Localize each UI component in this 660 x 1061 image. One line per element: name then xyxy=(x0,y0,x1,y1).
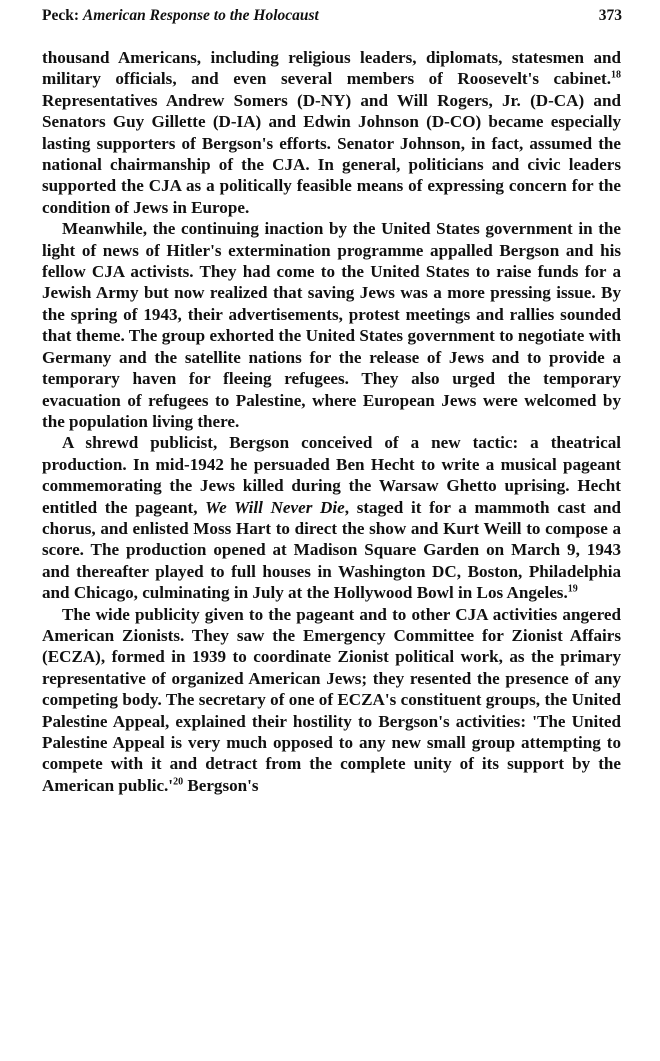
paragraph-3-text-b: , staged it for a mammoth cast and chorus, and enlisted Moss Hart to direct the show and Kurt Weill to compose a score. The production opened at Madison Square Garden on March 9, 1943 and thereafter played to full houses in Washington DC, Boston, Philadelphia and Chicago, culminating in July at the Hollywood Bowl in Los Angeles. xyxy=(42,497,621,603)
running-header xyxy=(42,5,622,27)
paragraph-4 xyxy=(42,604,621,797)
page-number: 373 xyxy=(598,7,622,24)
footnote-ref-18: 18 xyxy=(611,69,621,81)
running-header-book-title: American Response to the Holocaust xyxy=(82,7,319,24)
paragraph-3-text-a: A shrewd publicist, Bergson conceived of a new tactic: a theatrical production. In mid-1942 he persuaded Ben Hecht to write a musical pageant commemorating the Jews killed during the Warsaw Ghetto uprising. Hecht entitled the pageant, xyxy=(42,433,621,517)
running-header-author: Peck: xyxy=(42,7,80,24)
paragraph-2 xyxy=(42,218,621,432)
paragraph-1 xyxy=(42,47,621,218)
paragraph-1-text-b: Representatives Andrew Somers (D-NY) and Will Rogers, Jr. (D-CA) and Senators Guy Gillette (D-IA) and Edwin Johnson (D-CO) became especially lasting supporters of Bergson's efforts. Senator Johnson, in fact, assumed the national chairmanship of the CJA. In general, politicians and civic leaders supported the CJA as a politically feasible means of expressing concern for the condition of Jews in Europe. xyxy=(42,90,621,217)
paragraph-2-text: Meanwhile, the continuing inaction by the United States government in the light of news of Hitler's extermination programme appalled Bergson and his fellow CJA activists. They had come to the United States to raise funds for a Jewish Army but now realized that saving Jews was a more pressing issue. By the spring of 1943, their advertisements, protest meetings and rallies sounded that theme. The group exhorted the United States government to negotiate with Germany and the satellite nations for the release of Jews and to provide a temporary haven for fleeing refugees. They also urged the temporary evacuation of refugees to Palestine, where European Jews were welcomed by the population living there. xyxy=(42,219,621,431)
body-text xyxy=(42,47,621,796)
footnote-ref-20: 20 xyxy=(173,776,184,788)
footnote-ref-19: 19 xyxy=(567,583,578,595)
pageant-title: We Will Never Die xyxy=(205,497,345,517)
paragraph-3 xyxy=(42,432,621,603)
paragraph-4-text-b: Bergson's xyxy=(183,775,259,795)
paragraph-4-text-a: The wide publicity given to the pageant and to other CJA activities angered American Zionists. They saw the Emergency Committee for Zionist Affairs (ECZA), formed in 1939 to coordinate Zionist political work, as the primary representative of organized American Jews; they resented the presence of any competing body. The secretary of one of ECZA's constituent groups, the United Palestine Appeal, explained their hostility to Bergson's activities: 'The United Palestine Appeal is very much opposed to any new small group attempting to compete with it and detract from the complete unity of its support by the American public.' xyxy=(42,604,621,795)
paragraph-1-text-a: thousand Americans, including religious leaders, diplomats, statesmen and military officials, and even several members of Roosevelt's cabinet. xyxy=(42,48,621,89)
